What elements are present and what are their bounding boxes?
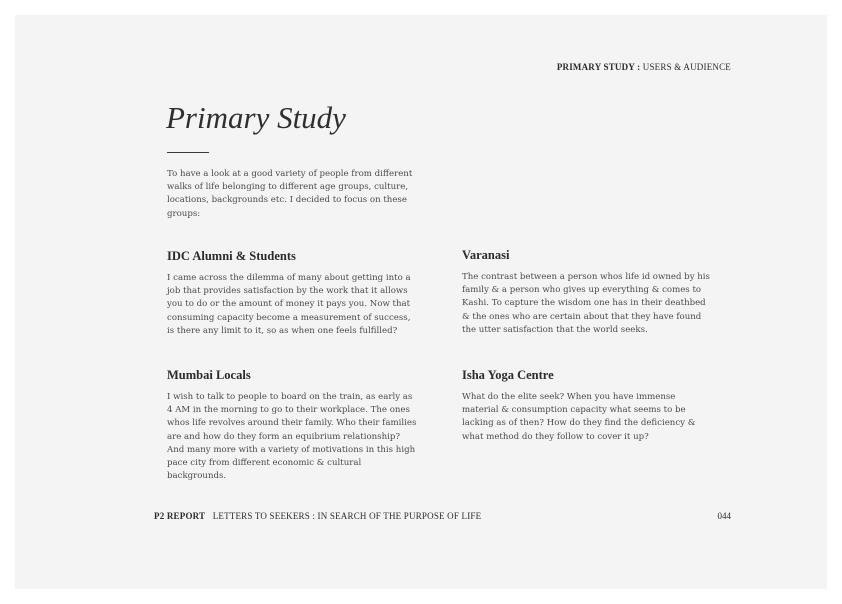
section-mumbai-locals <box>167 368 417 483</box>
section-header <box>557 62 731 72</box>
footer-report-bold: P2 REPORT <box>154 511 206 521</box>
section-body: I wish to talk to people to board on the train, as early as 4 AM in the morning to go to their workplace. The ones whos life revolves around their family. Who their families are and how do they form an equibrium relationship? And many more with a variety of motivations in this high pace city from different economic & cultural backgrounds. <box>167 392 417 482</box>
section-isha-yoga <box>462 368 712 444</box>
page-title: Primary Study <box>166 100 346 135</box>
intro-paragraph: To have a look at a good variety of people from different walks of life belonging to different age groups, culture, locations, backgrounds etc. I decided to focus on these groups: <box>167 169 413 219</box>
section-varanasi <box>462 248 712 337</box>
section-heading: Isha Yoga Centre <box>462 368 554 382</box>
footer-report-label <box>154 511 481 521</box>
section-body: The contrast between a person whos life id owned by his family & a person who gives up everything & comes to Kashi. To capture the wisdom one has in their deathbed & the ones who are certain about that they have found the utter satisfaction that the world seeks. <box>462 272 710 335</box>
page-number: 044 <box>717 511 731 521</box>
section-idc-alumni <box>167 249 417 338</box>
section-header-bold: PRIMARY STUDY : <box>556 62 641 72</box>
section-heading: Varanasi <box>462 248 510 262</box>
section-body: I came across the dilemma of many about getting into a job that provides satisfaction by the work that it allows you to do or the amount of money it pays you. Now that consuming capacity become a measurement of success, is there any limit to it, so as when one feels fulfilled? <box>167 273 411 336</box>
title-underline <box>167 152 209 153</box>
section-heading: IDC Alumni & Students <box>167 249 296 263</box>
section-body: What do the elite seek? When you have immense material & consumption capacity what seems to be lacking as of then? How do they find the deficiency & what method do they follow to cover it up? <box>462 392 696 442</box>
section-header-rest: USERS & AUDIENCE <box>642 62 731 72</box>
section-heading: Mumbai Locals <box>167 368 251 382</box>
footer-report-title: LETTERS TO SEEKERS : IN SEARCH OF THE PURPOSE OF LIFE <box>212 511 482 521</box>
